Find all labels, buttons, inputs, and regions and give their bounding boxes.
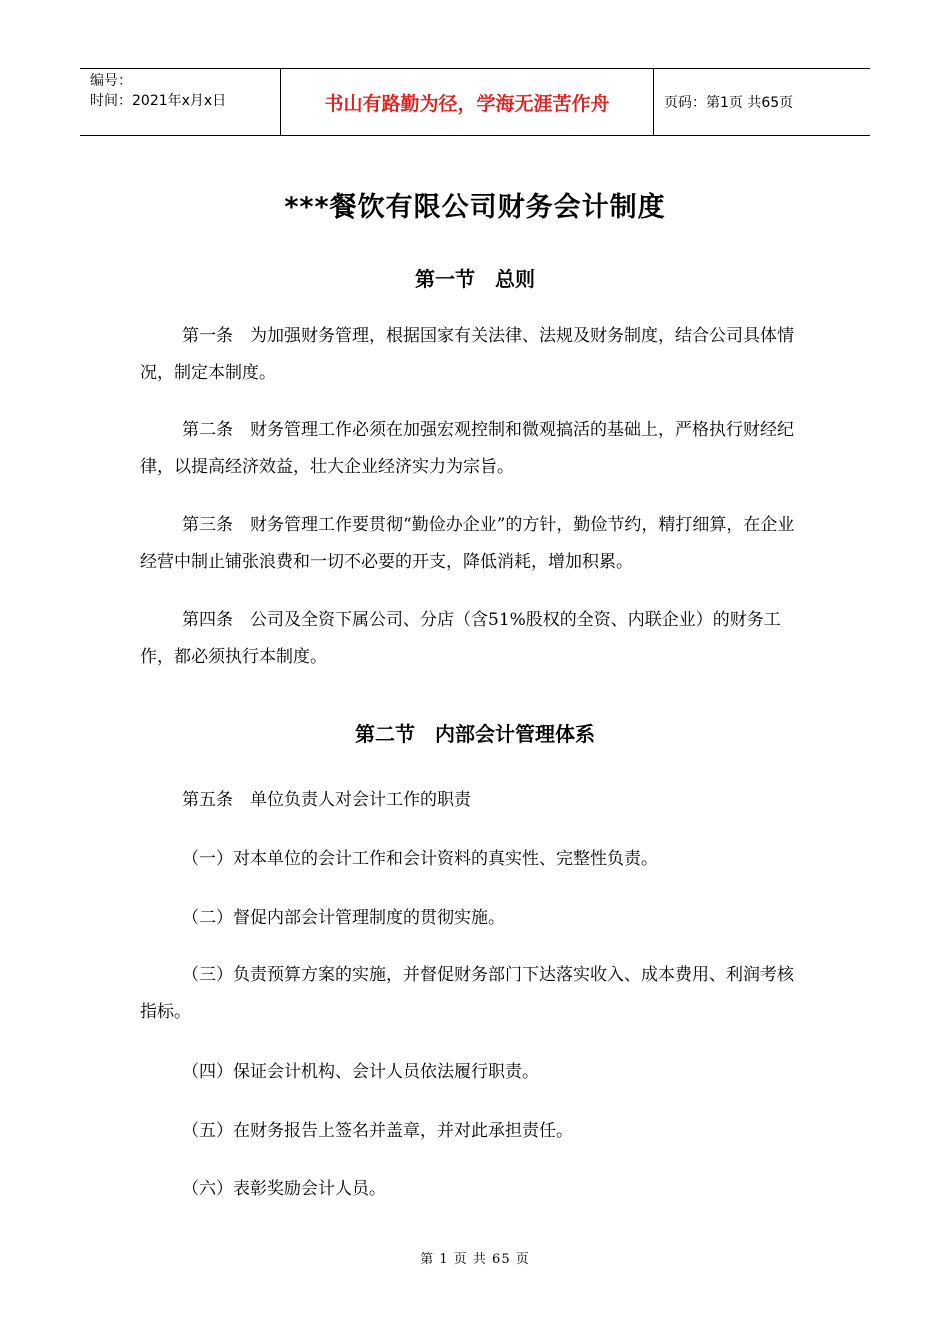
list-item: （四）保证会计机构、会计人员依法履行职责。: [182, 1062, 539, 1082]
document-title: ***餐饮有限公司财务会计制度: [284, 192, 666, 223]
header-meta: [80, 69, 281, 135]
article-5: 第五条 单位负责人对会计工作的职责: [182, 790, 471, 810]
article-1: 第一条 为加强财务管理，根据国家有关法律、法规及财务制度，结合公司具体情况，制定本制度。: [140, 326, 794, 383]
header-page-info: 页码：第1页 共65页: [664, 95, 794, 111]
section-heading-1: 第一节 总则: [415, 267, 535, 291]
list-item: （二）督促内部会计管理制度的贯彻实施。: [182, 908, 505, 928]
section-heading-2: 第二节 内部会计管理体系: [355, 722, 595, 746]
time-label: 时间：2021年x月x日: [90, 93, 227, 109]
header-motto: 书山有路勤为径，学海无涯苦作舟: [281, 69, 654, 135]
list-item: （五）在财务报告上签名并盖章，并对此承担责任。: [182, 1121, 573, 1141]
page-header: [80, 68, 870, 136]
page-footer: 第 1 页 共 65 页: [420, 1252, 530, 1267]
list-item: （三）负责预算方案的实施，并督促财务部门下达落实收入、成本费用、利润考核指标。: [140, 965, 794, 1022]
article-4: 第四条 公司及全资下属公司、分店（含51%股权的全资、内联企业）的财务工作，都必须执行本制度。: [140, 610, 781, 667]
list-item: （六）表彰奖励会计人员。: [182, 1179, 386, 1199]
list-item: （一）对本单位的会计工作和会计资料的真实性、完整性负责。: [182, 849, 658, 869]
article-3: 第三条 财务管理工作要贯彻“勤俭办企业”的方针，勤俭节约，精打细算，在企业经营中制止铺张浪费和一切不必要的开支，降低消耗，增加积累。: [140, 515, 795, 572]
number-label: 编号：: [90, 73, 132, 89]
article-2: 第二条 财务管理工作必须在加强宏观控制和微观搞活的基础上，严格执行财经纪律，以提高经济效益，壮大企业经济实力为宗旨。: [140, 420, 794, 477]
